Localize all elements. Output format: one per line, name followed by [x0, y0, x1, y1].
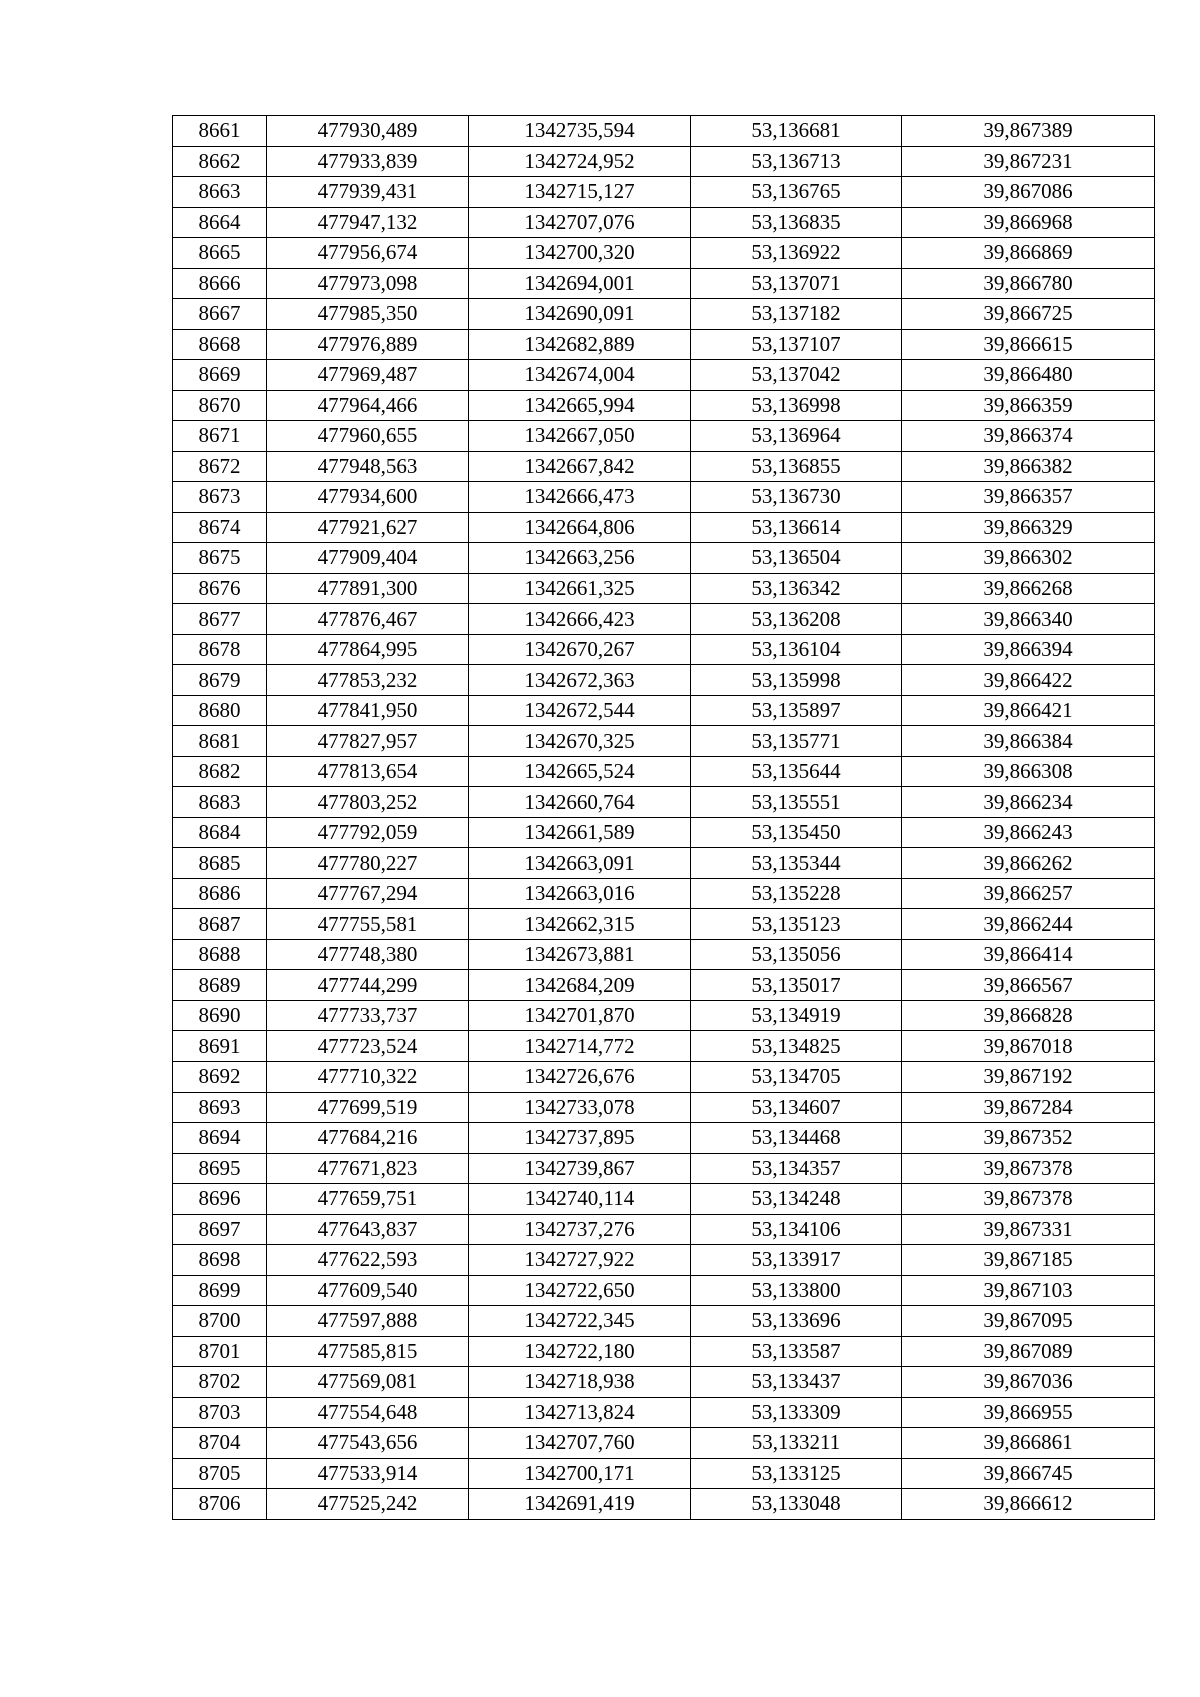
- point-number-cell: 8684: [173, 817, 267, 848]
- table-row: [173, 360, 1155, 391]
- coordinates-table: [172, 115, 1155, 1520]
- latitude-cell: 53,135056: [691, 939, 902, 970]
- table-row: [173, 1367, 1155, 1398]
- longitude-cell: 39,866359: [902, 390, 1155, 421]
- x-coordinate-cell: 477597,888: [267, 1306, 469, 1337]
- point-number-cell: 8692: [173, 1061, 267, 1092]
- longitude-cell: 39,866780: [902, 268, 1155, 299]
- y-coordinate-cell: 1342700,320: [469, 238, 691, 269]
- latitude-cell: 53,136998: [691, 390, 902, 421]
- longitude-cell: 39,867352: [902, 1123, 1155, 1154]
- table-row: [173, 817, 1155, 848]
- longitude-cell: 39,867089: [902, 1336, 1155, 1367]
- table-row: [173, 695, 1155, 726]
- point-number-cell: 8700: [173, 1306, 267, 1337]
- latitude-cell: 53,137182: [691, 299, 902, 330]
- x-coordinate-cell: 477969,487: [267, 360, 469, 391]
- longitude-cell: 39,867095: [902, 1306, 1155, 1337]
- table-row: [173, 1458, 1155, 1489]
- latitude-cell: 53,136104: [691, 634, 902, 665]
- latitude-cell: 53,134919: [691, 1000, 902, 1031]
- x-coordinate-cell: 477723,524: [267, 1031, 469, 1062]
- latitude-cell: 53,133309: [691, 1397, 902, 1428]
- point-number-cell: 8701: [173, 1336, 267, 1367]
- point-number-cell: 8673: [173, 482, 267, 513]
- y-coordinate-cell: 1342664,806: [469, 512, 691, 543]
- table-row: [173, 268, 1155, 299]
- y-coordinate-cell: 1342707,760: [469, 1428, 691, 1459]
- x-coordinate-cell: 477609,540: [267, 1275, 469, 1306]
- table-row: [173, 1000, 1155, 1031]
- longitude-cell: 39,866340: [902, 604, 1155, 635]
- table-row: [173, 1123, 1155, 1154]
- x-coordinate-cell: 477622,593: [267, 1245, 469, 1276]
- point-number-cell: 8667: [173, 299, 267, 330]
- x-coordinate-cell: 477876,467: [267, 604, 469, 635]
- point-number-cell: 8685: [173, 848, 267, 879]
- longitude-cell: 39,867086: [902, 177, 1155, 208]
- longitude-cell: 39,866745: [902, 1458, 1155, 1489]
- table-row: [173, 604, 1155, 635]
- y-coordinate-cell: 1342667,842: [469, 451, 691, 482]
- table-row: [173, 390, 1155, 421]
- point-number-cell: 8703: [173, 1397, 267, 1428]
- point-number-cell: 8696: [173, 1184, 267, 1215]
- point-number-cell: 8702: [173, 1367, 267, 1398]
- table-row: [173, 1428, 1155, 1459]
- y-coordinate-cell: 1342684,209: [469, 970, 691, 1001]
- y-coordinate-cell: 1342670,267: [469, 634, 691, 665]
- latitude-cell: 53,135344: [691, 848, 902, 879]
- table-row: [173, 1306, 1155, 1337]
- x-coordinate-cell: 477671,823: [267, 1153, 469, 1184]
- latitude-cell: 53,135017: [691, 970, 902, 1001]
- x-coordinate-cell: 477813,654: [267, 756, 469, 787]
- latitude-cell: 53,133048: [691, 1489, 902, 1520]
- y-coordinate-cell: 1342663,091: [469, 848, 691, 879]
- x-coordinate-cell: 477543,656: [267, 1428, 469, 1459]
- point-number-cell: 8661: [173, 116, 267, 147]
- x-coordinate-cell: 477841,950: [267, 695, 469, 726]
- table-row: [173, 1245, 1155, 1276]
- x-coordinate-cell: 477659,751: [267, 1184, 469, 1215]
- x-coordinate-cell: 477930,489: [267, 116, 469, 147]
- table-row: [173, 756, 1155, 787]
- point-number-cell: 8690: [173, 1000, 267, 1031]
- point-number-cell: 8669: [173, 360, 267, 391]
- longitude-cell: 39,866257: [902, 878, 1155, 909]
- longitude-cell: 39,866725: [902, 299, 1155, 330]
- table-row: [173, 1031, 1155, 1062]
- x-coordinate-cell: 477891,300: [267, 573, 469, 604]
- table-row: [173, 939, 1155, 970]
- y-coordinate-cell: 1342714,772: [469, 1031, 691, 1062]
- table-row: [173, 848, 1155, 879]
- longitude-cell: 39,866968: [902, 207, 1155, 238]
- latitude-cell: 53,136504: [691, 543, 902, 574]
- x-coordinate-cell: 477909,404: [267, 543, 469, 574]
- longitude-cell: 39,866374: [902, 421, 1155, 452]
- longitude-cell: 39,866384: [902, 726, 1155, 757]
- point-number-cell: 8670: [173, 390, 267, 421]
- longitude-cell: 39,867378: [902, 1153, 1155, 1184]
- x-coordinate-cell: 477960,655: [267, 421, 469, 452]
- longitude-cell: 39,866308: [902, 756, 1155, 787]
- table-row: [173, 421, 1155, 452]
- x-coordinate-cell: 477985,350: [267, 299, 469, 330]
- point-number-cell: 8676: [173, 573, 267, 604]
- y-coordinate-cell: 1342737,276: [469, 1214, 691, 1245]
- x-coordinate-cell: 477569,081: [267, 1367, 469, 1398]
- point-number-cell: 8678: [173, 634, 267, 665]
- longitude-cell: 39,866234: [902, 787, 1155, 818]
- longitude-cell: 39,866422: [902, 665, 1155, 696]
- y-coordinate-cell: 1342707,076: [469, 207, 691, 238]
- longitude-cell: 39,866382: [902, 451, 1155, 482]
- point-number-cell: 8686: [173, 878, 267, 909]
- longitude-cell: 39,866480: [902, 360, 1155, 391]
- point-number-cell: 8681: [173, 726, 267, 757]
- x-coordinate-cell: 477710,322: [267, 1061, 469, 1092]
- x-coordinate-cell: 477792,059: [267, 817, 469, 848]
- point-number-cell: 8671: [173, 421, 267, 452]
- x-coordinate-cell: 477643,837: [267, 1214, 469, 1245]
- point-number-cell: 8674: [173, 512, 267, 543]
- latitude-cell: 53,134705: [691, 1061, 902, 1092]
- latitude-cell: 53,133211: [691, 1428, 902, 1459]
- latitude-cell: 53,135771: [691, 726, 902, 757]
- y-coordinate-cell: 1342694,001: [469, 268, 691, 299]
- point-number-cell: 8680: [173, 695, 267, 726]
- y-coordinate-cell: 1342665,524: [469, 756, 691, 787]
- x-coordinate-cell: 477853,232: [267, 665, 469, 696]
- table-row: [173, 238, 1155, 269]
- latitude-cell: 53,135123: [691, 909, 902, 940]
- point-number-cell: 8698: [173, 1245, 267, 1276]
- point-number-cell: 8682: [173, 756, 267, 787]
- longitude-cell: 39,866414: [902, 939, 1155, 970]
- x-coordinate-cell: 477733,737: [267, 1000, 469, 1031]
- point-number-cell: 8672: [173, 451, 267, 482]
- table-row: [173, 1489, 1155, 1520]
- latitude-cell: 53,136835: [691, 207, 902, 238]
- latitude-cell: 53,136855: [691, 451, 902, 482]
- table-row: [173, 1061, 1155, 1092]
- latitude-cell: 53,136922: [691, 238, 902, 269]
- x-coordinate-cell: 477780,227: [267, 848, 469, 879]
- point-number-cell: 8675: [173, 543, 267, 574]
- longitude-cell: 39,866268: [902, 573, 1155, 604]
- point-number-cell: 8694: [173, 1123, 267, 1154]
- table-row: [173, 909, 1155, 940]
- y-coordinate-cell: 1342682,889: [469, 329, 691, 360]
- point-number-cell: 8666: [173, 268, 267, 299]
- latitude-cell: 53,135450: [691, 817, 902, 848]
- latitude-cell: 53,136681: [691, 116, 902, 147]
- longitude-cell: 39,867103: [902, 1275, 1155, 1306]
- longitude-cell: 39,867231: [902, 146, 1155, 177]
- latitude-cell: 53,136765: [691, 177, 902, 208]
- x-coordinate-cell: 477827,957: [267, 726, 469, 757]
- longitude-cell: 39,866262: [902, 848, 1155, 879]
- table-row: [173, 878, 1155, 909]
- point-number-cell: 8704: [173, 1428, 267, 1459]
- latitude-cell: 53,136342: [691, 573, 902, 604]
- x-coordinate-cell: 477525,242: [267, 1489, 469, 1520]
- point-number-cell: 8683: [173, 787, 267, 818]
- latitude-cell: 53,136208: [691, 604, 902, 635]
- longitude-cell: 39,867036: [902, 1367, 1155, 1398]
- latitude-cell: 53,133587: [691, 1336, 902, 1367]
- y-coordinate-cell: 1342735,594: [469, 116, 691, 147]
- table-row: [173, 543, 1155, 574]
- x-coordinate-cell: 477934,600: [267, 482, 469, 513]
- point-number-cell: 8706: [173, 1489, 267, 1520]
- y-coordinate-cell: 1342663,016: [469, 878, 691, 909]
- longitude-cell: 39,866955: [902, 1397, 1155, 1428]
- latitude-cell: 53,134357: [691, 1153, 902, 1184]
- point-number-cell: 8679: [173, 665, 267, 696]
- longitude-cell: 39,866567: [902, 970, 1155, 1001]
- x-coordinate-cell: 477554,648: [267, 1397, 469, 1428]
- x-coordinate-cell: 477921,627: [267, 512, 469, 543]
- y-coordinate-cell: 1342667,050: [469, 421, 691, 452]
- y-coordinate-cell: 1342673,881: [469, 939, 691, 970]
- longitude-cell: 39,867192: [902, 1061, 1155, 1092]
- table-row: [173, 1275, 1155, 1306]
- longitude-cell: 39,866869: [902, 238, 1155, 269]
- latitude-cell: 53,133917: [691, 1245, 902, 1276]
- point-number-cell: 8668: [173, 329, 267, 360]
- point-number-cell: 8665: [173, 238, 267, 269]
- y-coordinate-cell: 1342691,419: [469, 1489, 691, 1520]
- longitude-cell: 39,866612: [902, 1489, 1155, 1520]
- x-coordinate-cell: 477948,563: [267, 451, 469, 482]
- latitude-cell: 53,134468: [691, 1123, 902, 1154]
- longitude-cell: 39,867378: [902, 1184, 1155, 1215]
- longitude-cell: 39,866244: [902, 909, 1155, 940]
- longitude-cell: 39,866243: [902, 817, 1155, 848]
- x-coordinate-cell: 477964,466: [267, 390, 469, 421]
- table-row: [173, 573, 1155, 604]
- y-coordinate-cell: 1342660,764: [469, 787, 691, 818]
- y-coordinate-cell: 1342672,544: [469, 695, 691, 726]
- table-row: [173, 116, 1155, 147]
- x-coordinate-cell: 477973,098: [267, 268, 469, 299]
- y-coordinate-cell: 1342666,473: [469, 482, 691, 513]
- x-coordinate-cell: 477585,815: [267, 1336, 469, 1367]
- table-row: [173, 512, 1155, 543]
- latitude-cell: 53,137042: [691, 360, 902, 391]
- longitude-cell: 39,866828: [902, 1000, 1155, 1031]
- x-coordinate-cell: 477803,252: [267, 787, 469, 818]
- y-coordinate-cell: 1342722,650: [469, 1275, 691, 1306]
- point-number-cell: 8662: [173, 146, 267, 177]
- latitude-cell: 53,135228: [691, 878, 902, 909]
- y-coordinate-cell: 1342713,824: [469, 1397, 691, 1428]
- latitude-cell: 53,136713: [691, 146, 902, 177]
- longitude-cell: 39,867185: [902, 1245, 1155, 1276]
- latitude-cell: 53,133696: [691, 1306, 902, 1337]
- latitude-cell: 53,134607: [691, 1092, 902, 1123]
- y-coordinate-cell: 1342733,078: [469, 1092, 691, 1123]
- y-coordinate-cell: 1342674,004: [469, 360, 691, 391]
- table-row: [173, 299, 1155, 330]
- table-row: [173, 665, 1155, 696]
- longitude-cell: 39,866394: [902, 634, 1155, 665]
- x-coordinate-cell: 477956,674: [267, 238, 469, 269]
- point-number-cell: 8687: [173, 909, 267, 940]
- longitude-cell: 39,867331: [902, 1214, 1155, 1245]
- latitude-cell: 53,134825: [691, 1031, 902, 1062]
- latitude-cell: 53,133437: [691, 1367, 902, 1398]
- x-coordinate-cell: 477748,380: [267, 939, 469, 970]
- longitude-cell: 39,866421: [902, 695, 1155, 726]
- y-coordinate-cell: 1342722,345: [469, 1306, 691, 1337]
- x-coordinate-cell: 477684,216: [267, 1123, 469, 1154]
- latitude-cell: 53,137107: [691, 329, 902, 360]
- longitude-cell: 39,866302: [902, 543, 1155, 574]
- y-coordinate-cell: 1342740,114: [469, 1184, 691, 1215]
- longitude-cell: 39,866861: [902, 1428, 1155, 1459]
- x-coordinate-cell: 477976,889: [267, 329, 469, 360]
- table-row: [173, 482, 1155, 513]
- y-coordinate-cell: 1342663,256: [469, 543, 691, 574]
- x-coordinate-cell: 477533,914: [267, 1458, 469, 1489]
- point-number-cell: 8664: [173, 207, 267, 238]
- x-coordinate-cell: 477864,995: [267, 634, 469, 665]
- table-row: [173, 451, 1155, 482]
- latitude-cell: 53,137071: [691, 268, 902, 299]
- y-coordinate-cell: 1342737,895: [469, 1123, 691, 1154]
- y-coordinate-cell: 1342662,315: [469, 909, 691, 940]
- latitude-cell: 53,135551: [691, 787, 902, 818]
- longitude-cell: 39,867389: [902, 116, 1155, 147]
- point-number-cell: 8705: [173, 1458, 267, 1489]
- y-coordinate-cell: 1342715,127: [469, 177, 691, 208]
- longitude-cell: 39,866357: [902, 482, 1155, 513]
- x-coordinate-cell: 477755,581: [267, 909, 469, 940]
- latitude-cell: 53,135897: [691, 695, 902, 726]
- y-coordinate-cell: 1342690,091: [469, 299, 691, 330]
- y-coordinate-cell: 1342661,589: [469, 817, 691, 848]
- latitude-cell: 53,136614: [691, 512, 902, 543]
- point-number-cell: 8695: [173, 1153, 267, 1184]
- y-coordinate-cell: 1342700,171: [469, 1458, 691, 1489]
- table-row: [173, 970, 1155, 1001]
- latitude-cell: 53,136964: [691, 421, 902, 452]
- table-row: [173, 1336, 1155, 1367]
- point-number-cell: 8663: [173, 177, 267, 208]
- x-coordinate-cell: 477933,839: [267, 146, 469, 177]
- x-coordinate-cell: 477699,519: [267, 1092, 469, 1123]
- table-row: [173, 1153, 1155, 1184]
- point-number-cell: 8691: [173, 1031, 267, 1062]
- y-coordinate-cell: 1342670,325: [469, 726, 691, 757]
- table-row: [173, 1092, 1155, 1123]
- point-number-cell: 8697: [173, 1214, 267, 1245]
- latitude-cell: 53,135644: [691, 756, 902, 787]
- y-coordinate-cell: 1342718,938: [469, 1367, 691, 1398]
- longitude-cell: 39,867284: [902, 1092, 1155, 1123]
- y-coordinate-cell: 1342666,423: [469, 604, 691, 635]
- longitude-cell: 39,866329: [902, 512, 1155, 543]
- point-number-cell: 8688: [173, 939, 267, 970]
- latitude-cell: 53,135998: [691, 665, 902, 696]
- longitude-cell: 39,866615: [902, 329, 1155, 360]
- x-coordinate-cell: 477947,132: [267, 207, 469, 238]
- table-row: [173, 146, 1155, 177]
- table-row: [173, 329, 1155, 360]
- longitude-cell: 39,867018: [902, 1031, 1155, 1062]
- table-row: [173, 207, 1155, 238]
- latitude-cell: 53,134248: [691, 1184, 902, 1215]
- point-number-cell: 8677: [173, 604, 267, 635]
- y-coordinate-cell: 1342722,180: [469, 1336, 691, 1367]
- table-row: [173, 1214, 1155, 1245]
- table-row: [173, 1184, 1155, 1215]
- y-coordinate-cell: 1342739,867: [469, 1153, 691, 1184]
- table-row: [173, 787, 1155, 818]
- y-coordinate-cell: 1342726,676: [469, 1061, 691, 1092]
- y-coordinate-cell: 1342672,363: [469, 665, 691, 696]
- coordinates-table-body: [173, 116, 1155, 1520]
- x-coordinate-cell: 477744,299: [267, 970, 469, 1001]
- point-number-cell: 8689: [173, 970, 267, 1001]
- point-number-cell: 8699: [173, 1275, 267, 1306]
- table-row: [173, 1397, 1155, 1428]
- y-coordinate-cell: 1342724,952: [469, 146, 691, 177]
- table-row: [173, 726, 1155, 757]
- x-coordinate-cell: 477767,294: [267, 878, 469, 909]
- table-row: [173, 634, 1155, 665]
- y-coordinate-cell: 1342701,870: [469, 1000, 691, 1031]
- point-number-cell: 8693: [173, 1092, 267, 1123]
- y-coordinate-cell: 1342727,922: [469, 1245, 691, 1276]
- y-coordinate-cell: 1342665,994: [469, 390, 691, 421]
- latitude-cell: 53,136730: [691, 482, 902, 513]
- x-coordinate-cell: 477939,431: [267, 177, 469, 208]
- table-row: [173, 177, 1155, 208]
- latitude-cell: 53,133125: [691, 1458, 902, 1489]
- latitude-cell: 53,134106: [691, 1214, 902, 1245]
- latitude-cell: 53,133800: [691, 1275, 902, 1306]
- y-coordinate-cell: 1342661,325: [469, 573, 691, 604]
